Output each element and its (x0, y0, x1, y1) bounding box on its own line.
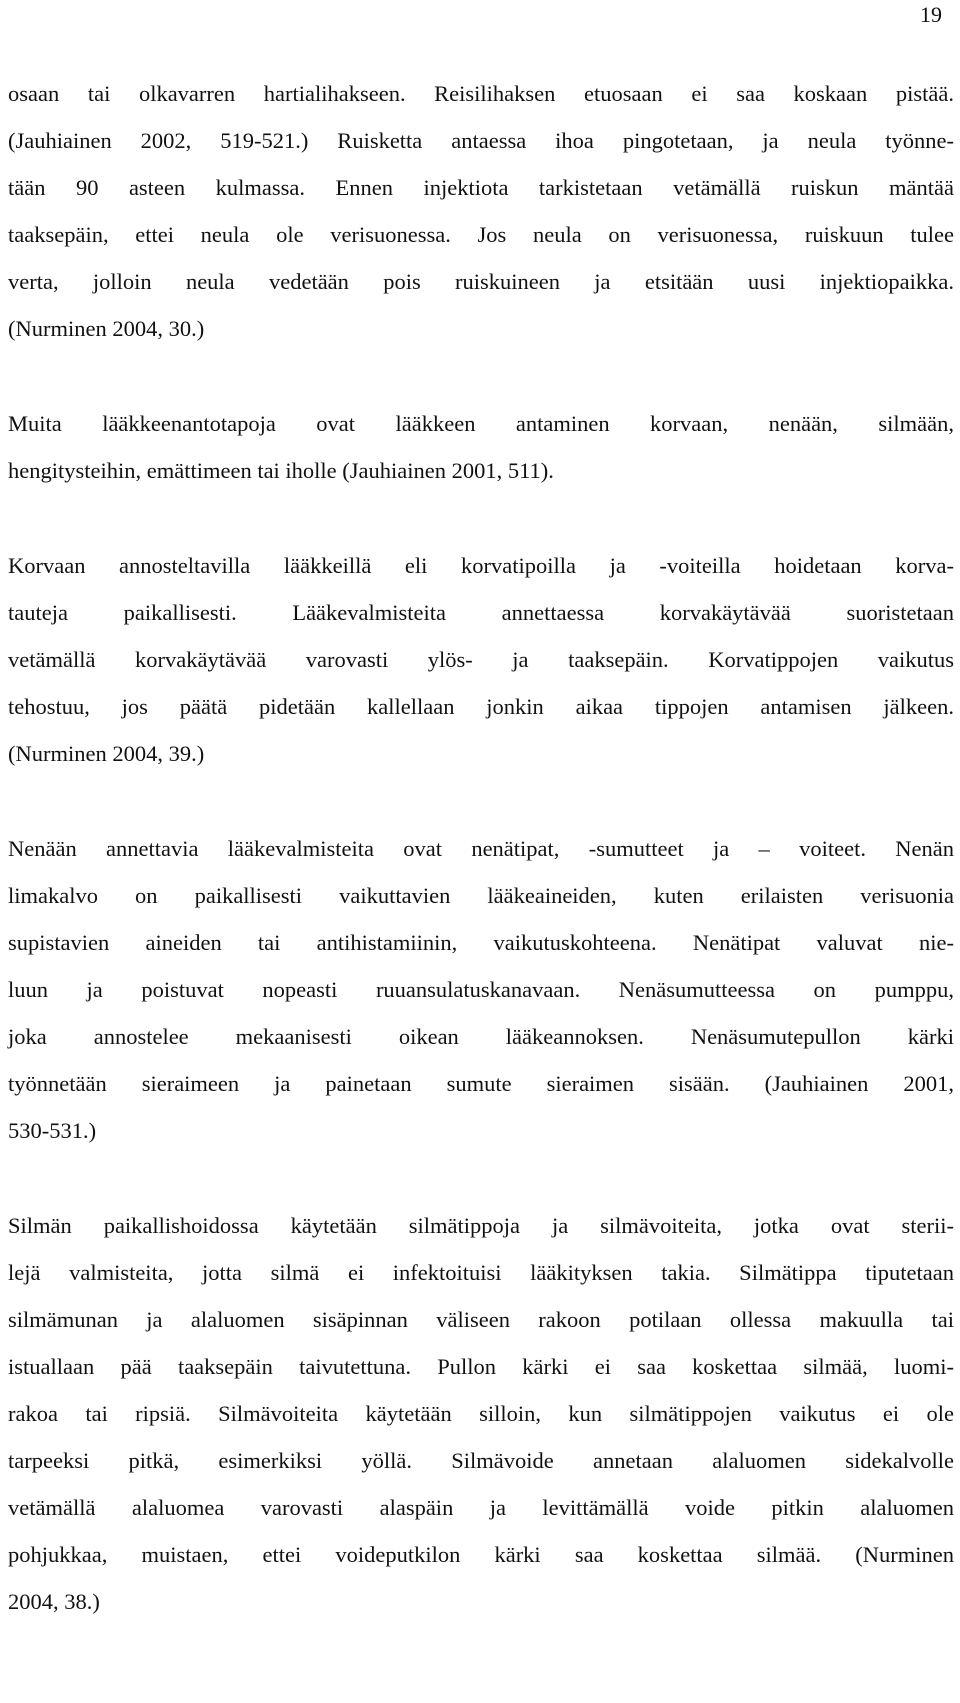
text-line: tauteja paikallisesti. Lääkevalmisteita annettaessa korvakäytävää suoristetaan (8, 600, 954, 625)
text-line: tään 90 asteen kulmassa. Ennen injektiota tarkistetaan vetämällä ruiskun mäntää (8, 175, 954, 200)
paragraph-eye (8, 1202, 954, 1625)
text-line: silmämunan ja alaluomen sisäpinnan väliseen rakoon potilaan ollessa makuulla tai (8, 1307, 954, 1332)
text-line: 530-531.) (8, 1118, 97, 1143)
body-text (8, 70, 954, 1625)
text-line: (Nurminen 2004, 39.) (8, 741, 205, 766)
text-line: lejä valmisteita, jotta silmä ei infektoituisi lääkityksen takia. Silmätippa tiputetaan (8, 1260, 954, 1285)
paragraph-nose (8, 825, 954, 1154)
paragraph-ear (8, 542, 954, 777)
text-line: Silmän paikallishoidossa käytetään silmätippoja ja silmävoiteita, jotka ovat sterii- (8, 1213, 954, 1238)
text-line: vetämällä alaluomea varovasti alaspäin ja levittämällä voide pitkin alaluomen (8, 1495, 954, 1520)
paragraph-other-routes (8, 400, 954, 494)
text-line: vetämällä korvakäytävää varovasti ylös- ja taaksepäin. Korvatippojen vaikutus (8, 647, 954, 672)
text-line: 2004, 38.) (8, 1589, 100, 1614)
text-line: (Nurminen 2004, 30.) (8, 316, 205, 341)
text-line: istuallaan pää taaksepäin taivutettuna. Pullon kärki ei saa koskettaa silmää, luomi- (8, 1354, 954, 1379)
text-line: työnnetään sieraimeen ja painetaan sumute sieraimen sisään. (Jauhiainen 2001, (8, 1071, 954, 1096)
text-line: Korvaan annosteltavilla lääkkeillä eli korvatipoilla ja -voiteilla hoidetaan korva- (8, 553, 954, 578)
text-line: verta, jolloin neula vedetään pois ruiskuineen ja etsitään uusi injektiopaikka. (8, 269, 954, 294)
text-line: supistavien aineiden tai antihistamiinin, vaikutuskohteena. Nenätipat valuvat nie- (8, 930, 954, 955)
paragraph-injection (8, 70, 954, 352)
text-line: luun ja poistuvat nopeasti ruuansulatuskanavaan. Nenäsumutteessa on pumppu, (8, 977, 954, 1002)
text-line: joka annostelee mekaanisesti oikean lääkeannoksen. Nenäsumutepullon kärki (8, 1024, 954, 1049)
page-number: 19 (920, 2, 942, 27)
text-line: Muita lääkkeenantotapoja ovat lääkkeen antaminen korvaan, nenään, silmään, (8, 411, 954, 436)
text-line: tarpeeksi pitkä, esimerkiksi yöllä. Silmävoide annetaan alaluomen sidekalvolle (8, 1448, 954, 1473)
text-line: hengitysteihin, emättimeen tai iholle (Jauhiainen 2001, 511). (8, 458, 554, 483)
text-line: limakalvo on paikallisesti vaikuttavien lääkeaineiden, kuten erilaisten verisuonia (8, 883, 954, 908)
text-line: osaan tai olkavarren hartialihakseen. Reisilihaksen etuosaan ei saa koskaan pistää. (8, 81, 954, 106)
text-line: rakoa tai ripsiä. Silmävoiteita käytetään silloin, kun silmätippojen vaikutus ei ole (8, 1401, 954, 1426)
text-line: tehostuu, jos päätä pidetään kallellaan jonkin aikaa tippojen antamisen jälkeen. (8, 694, 954, 719)
text-line: Nenään annettavia lääkevalmisteita ovat nenätipat, -sumutteet ja – voiteet. Nenän (8, 836, 954, 861)
text-line: (Jauhiainen 2002, 519-521.) Ruisketta antaessa ihoa pingotetaan, ja neula työnne- (8, 128, 954, 153)
text-line: pohjukkaa, muistaen, ettei voideputkilon kärki saa koskettaa silmää. (Nurminen (8, 1542, 954, 1567)
text-line: taaksepäin, ettei neula ole verisuonessa. Jos neula on verisuonessa, ruiskuun tulee (8, 222, 954, 247)
